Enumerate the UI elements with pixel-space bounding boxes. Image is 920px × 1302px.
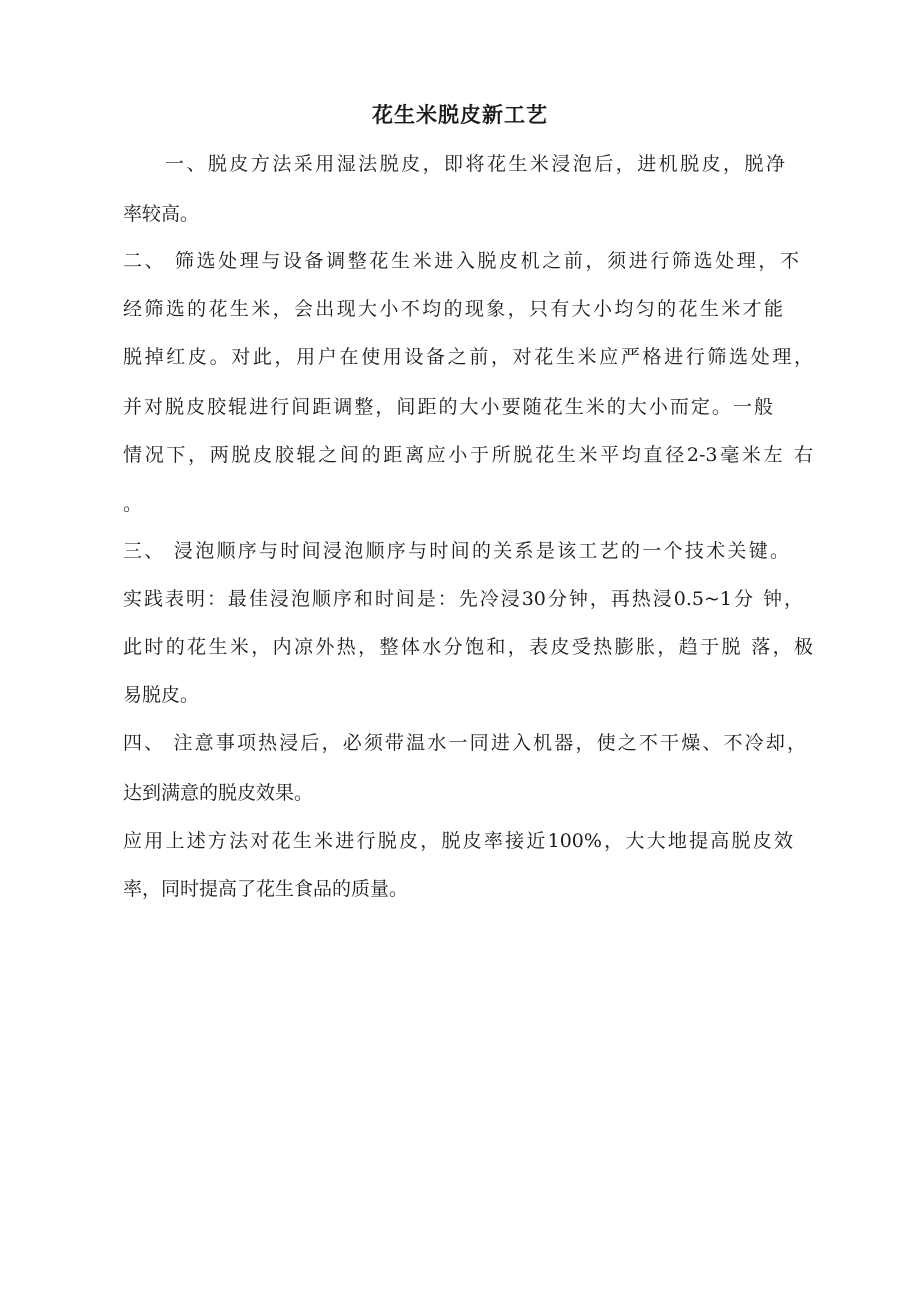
paragraph-line: 情况下，两脱皮胶辊之间的距离应小于所脱花生米平均直径2-3毫米左 右	[123, 444, 813, 466]
paragraph-line: 脱掉红皮。对此，用户在使用设备之前，对花生米应严格进行筛选处理，	[123, 346, 813, 368]
paragraph-line: 此时的花生米，内凉外热，整体水分饱和，表皮受热膨胀，趋于脱 落，极	[123, 636, 813, 658]
paragraph-line: 二、 筛选处理与设备调整花生米进入脱皮机之前，须进行筛选处理，不	[123, 250, 799, 272]
paragraph-line: 率较高。	[123, 203, 200, 225]
paragraph-line: 率，同时提高了花生食品的质量。	[123, 878, 409, 900]
paragraph-line: 易脱皮。	[123, 684, 200, 706]
paragraph-line: 。	[123, 493, 143, 515]
paragraph-line: 三、 浸泡顺序与时间浸泡顺序与时间的关系是该工艺的一个技术关键。	[123, 540, 789, 562]
paragraph-line: 应用上述方法对花生米进行脱皮，脱皮率接近100%，大大地提高脱皮效	[123, 830, 793, 852]
paragraph-line: 经筛选的花生米，会出现大小不均的现象，只有大小均匀的花生米才能	[123, 298, 783, 320]
document-title: 花生米脱皮新工艺	[372, 103, 548, 127]
paragraph-line: 一、脱皮方法采用湿法脱皮，即将花生米浸泡后，进机脱皮，脱净	[165, 153, 785, 175]
paragraph-line: 四、 注意事项热浸后，必须带温水一同进入机器，使之不干燥、不冷却，	[123, 732, 806, 754]
paragraph-line: 达到满意的脱皮效果。	[123, 782, 314, 804]
paragraph-line: 并对脱皮胶辊进行间距调整，间距的大小要随花生米的大小而定。一般	[123, 396, 773, 418]
paragraph-line: 实践表明：最佳浸泡顺序和时间是：先冷浸30分钟，再热浸0.5~1分 钟，	[123, 588, 803, 610]
